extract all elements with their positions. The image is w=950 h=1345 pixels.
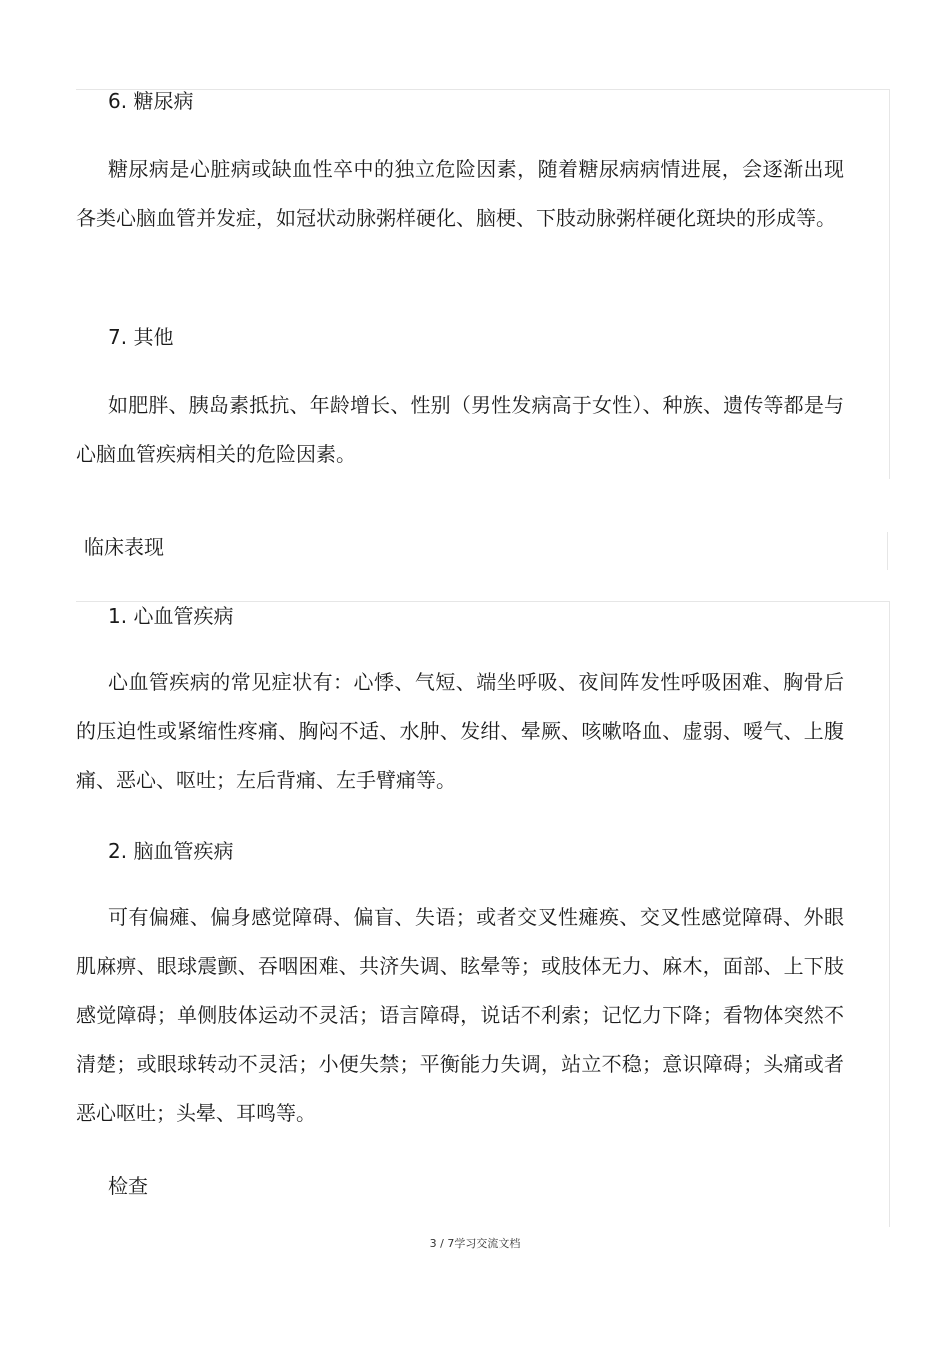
frame-right-line-1	[889, 89, 890, 479]
brain-paragraph: 可有偏瘫、偏身感觉障碍、偏盲、失语；或者交叉性瘫痪、交叉性感觉障碍、外眼肌麻痹、眼球震颤、吞咽困难、共济失调、眩晕等；或肢体无力、麻木，面部、上下肢感觉障碍；单侧肢体运动不灵活；语言障碍，说话不利索；记忆力下降；看物体突然不清楚；或眼球转动不灵活；小便失禁；平衡能力失调，站立不稳；意识障碍；头痛或者恶心呕吐；头晕、耳鸣等。	[76, 905, 844, 1125]
page-footer: 3 / 7学习交流文档	[429, 1237, 521, 1250]
other-heading: 7. 其他	[108, 325, 174, 349]
brain-heading: 2. 脑血管疾病	[108, 839, 234, 863]
frame-top-line-2	[76, 601, 890, 602]
diabetes-paragraph: 糖尿病是心脏病或缺血性卒中的独立危险因素，随着糖尿病病情进展，会逐渐出现各类心脑血管并发症，如冠状动脉粥样硬化、脑梗、下肢动脉粥样硬化斑块的形成等。	[76, 157, 844, 230]
clinical-heading: 临床表现	[84, 535, 164, 559]
other-paragraph: 如肥胖、胰岛素抵抗、年龄增长、性别（男性发病高于女性）、种族、遗传等都是与心脑血管疾病相关的危险因素。	[76, 393, 844, 466]
frame-right-line-3	[889, 601, 890, 1227]
heart-heading: 1. 心血管疾病	[108, 604, 234, 628]
heart-paragraph: 心血管疾病的常见症状有：心悸、气短、端坐呼吸、夜间阵发性呼吸困难、胸骨后的压迫性或紧缩性疼痛、胸闷不适、水肿、发绀、晕厥、咳嗽咯血、虚弱、嗳气、上腹痛、恶心、呕吐；左后背痛、左手臂痛等。	[76, 670, 844, 792]
exam-heading: 检查	[108, 1174, 148, 1198]
frame-top-line-1	[76, 89, 890, 90]
frame-right-line-2	[887, 532, 888, 570]
diabetes-heading: 6. 糖尿病	[108, 89, 194, 113]
